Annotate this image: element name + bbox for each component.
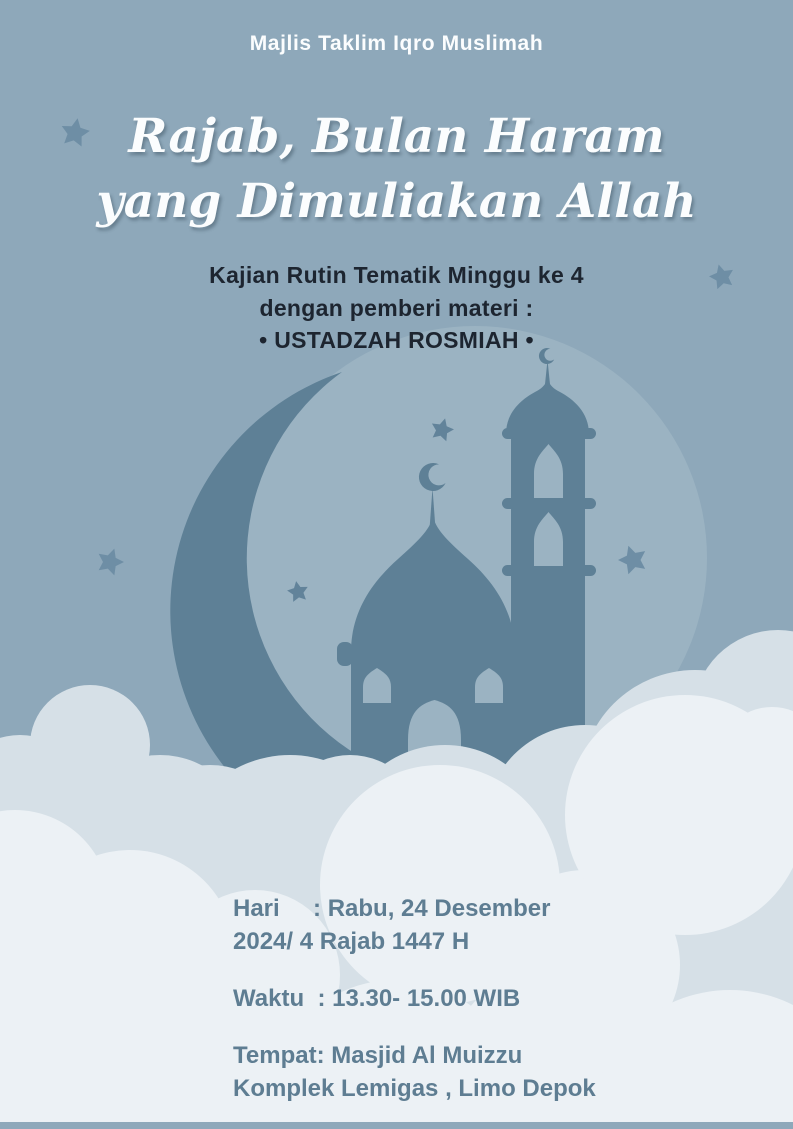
organization-name: Majlis Taklim Iqro Muslimah: [249, 32, 544, 55]
detail-tempat-line-1: Tempat: Masjid Al Muizzu: [233, 1042, 523, 1069]
subtitle-line-1: Kajian Rutin Tematik Minggu ke 4: [209, 262, 584, 288]
subtitle: [0, 259, 793, 357]
title-line-1: Rajab, Bulan Haram: [128, 109, 665, 164]
detail-tempat-line-2: Komplek Lemigas , Limo Depok: [233, 1075, 596, 1102]
speaker-name: • USTADZAH ROSMIAH •: [259, 327, 534, 353]
detail-waktu: [233, 982, 596, 1015]
subtitle-line-2: dengan pemberi materi :: [259, 294, 534, 321]
detail-hari: [233, 892, 596, 958]
detail-hari-line-1: Hari : Rabu, 24 Desember: [233, 895, 551, 922]
detail-waktu-line-1: Waktu : 13.30- 15.00 WIB: [233, 985, 521, 1012]
poster-title: [0, 104, 793, 234]
event-details: [233, 892, 596, 1129]
title-line-2: yang Dimuliakan Allah: [96, 174, 697, 229]
detail-hari-line-2: 2024/ 4 Rajab 1447 H: [233, 928, 470, 955]
detail-tempat: [233, 1039, 596, 1105]
minaret-icon: [502, 347, 596, 790]
